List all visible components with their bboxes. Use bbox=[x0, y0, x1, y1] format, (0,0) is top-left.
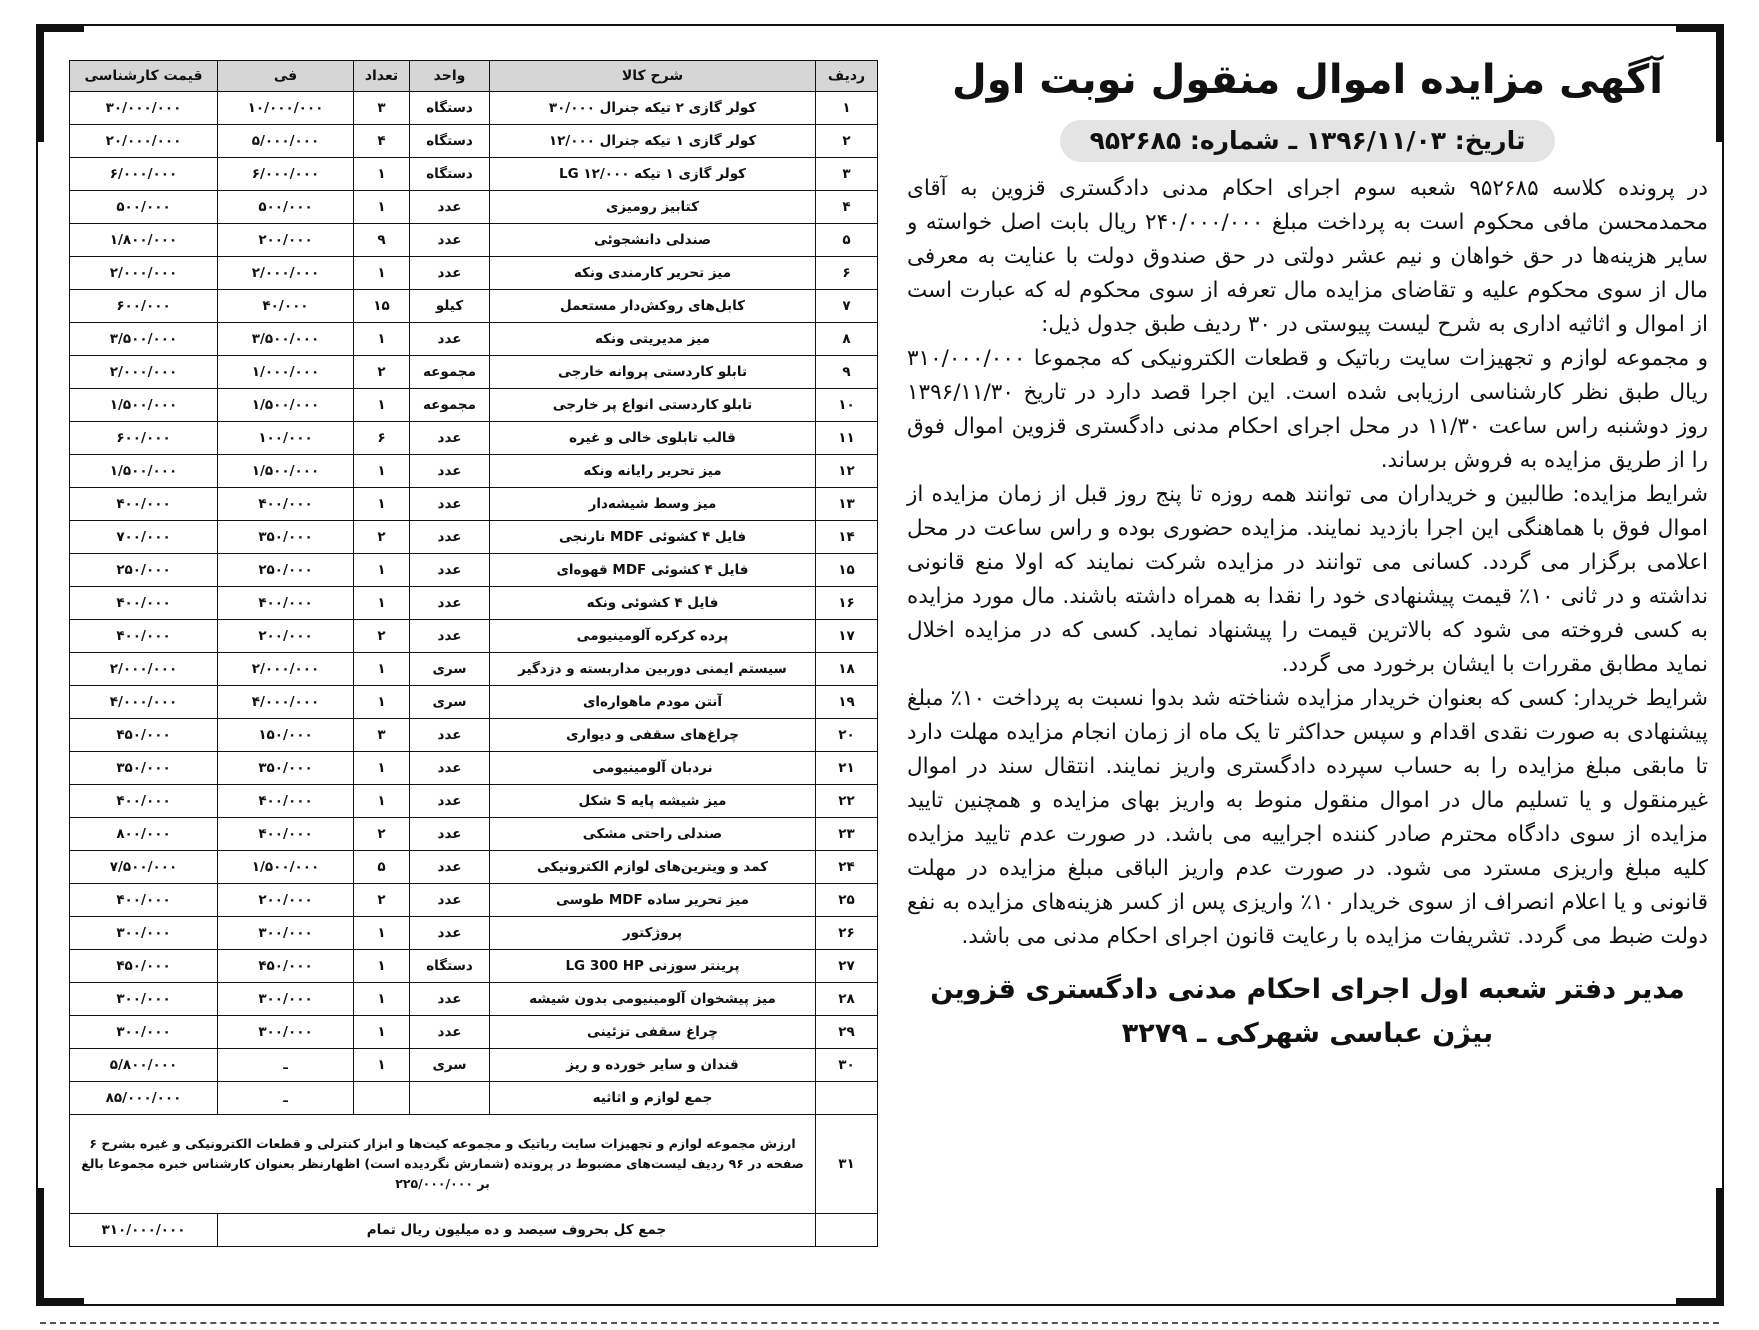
item-description: میز تحریر رایانه ونکه bbox=[490, 455, 816, 488]
body-paragraph: و مجموعه لوازم و تجهیزات سایت رباتیک و قطعات الکترونیکی که مجموعا ۳۱۰/۰۰۰/۰۰۰ ریال طبق نظر کارشناسی ارزیابی شده است. این اجرا قصد دارد در تاریخ ۱۳۹۶/۱۱/۳۰ روز دوشنبه راس ساعت ۱۱/۳۰ در محل اجرای احکام مدنی دادگستری قزوین اموال فوق را از طریق مزایده به فروش برساند. bbox=[907, 346, 1708, 473]
item-unit: سری bbox=[410, 686, 490, 719]
item-appraised-price: ۵۰۰/۰۰۰ bbox=[70, 191, 218, 224]
item-description: کولر گازی ۲ تیکه جنرال ۳۰/۰۰۰ bbox=[490, 92, 816, 125]
item-description: سیستم ایمنی دوربین مداربسته و دزدگیر bbox=[490, 653, 816, 686]
item-unit-price: ۲/۰۰۰/۰۰۰ bbox=[218, 653, 354, 686]
item-unit-price: ۱۰/۰۰۰/۰۰۰ bbox=[218, 92, 354, 125]
item-quantity: ۱ bbox=[354, 257, 410, 290]
item-unit-price: ۴۰۰/۰۰۰ bbox=[218, 587, 354, 620]
item-description: فایل ۴ کشوئی MDF نارنجی bbox=[490, 521, 816, 554]
subtotal-label: جمع لوازم و اثاثیه bbox=[490, 1082, 816, 1115]
item-description: صندلی دانشجوئی bbox=[490, 224, 816, 257]
table-row bbox=[70, 290, 878, 323]
item-unit-price: ۳۵۰/۰۰۰ bbox=[218, 752, 354, 785]
row-31-description: ارزش مجموعه لوازم و تجهیزات سایت رباتیک و مجموعه کیت‌ها و ابزار کنترلی و قطعات الکترونیکی و غیره بشرح ۶ صفحه در ۹۶ ردیف لیست‌های مضبوط در پرونده (شمارش نگردیده است) اظهارنظر بعنوان کارشناس خبره مجموعا بالغ بر ۲۲۵/۰۰۰/۰۰۰ bbox=[70, 1115, 816, 1214]
item-unit: عدد bbox=[410, 785, 490, 818]
table-row bbox=[70, 224, 878, 257]
header-unit-price: فی bbox=[218, 61, 354, 92]
table-row bbox=[70, 950, 878, 983]
table-row bbox=[70, 158, 878, 191]
item-unit: عدد bbox=[410, 455, 490, 488]
item-appraised-price: ۴۰۰/۰۰۰ bbox=[70, 587, 218, 620]
item-appraised-price: ۳۰۰/۰۰۰ bbox=[70, 1016, 218, 1049]
item-description: قالب تابلوی خالی و غیره bbox=[490, 422, 816, 455]
subtotal-fee: ـ bbox=[218, 1082, 354, 1115]
item-unit-price: ۳/۵۰۰/۰۰۰ bbox=[218, 323, 354, 356]
empty-cell bbox=[816, 1082, 878, 1115]
item-appraised-price: ۳۰۰/۰۰۰ bbox=[70, 983, 218, 1016]
item-unit-price: ۲۵۰/۰۰۰ bbox=[218, 554, 354, 587]
item-appraised-price: ۴/۰۰۰/۰۰۰ bbox=[70, 686, 218, 719]
notice-text-column bbox=[905, 44, 1710, 1294]
item-unit: عدد bbox=[410, 1016, 490, 1049]
notice-title: آگهی مزایده اموال منقول نوبت اول bbox=[952, 57, 1663, 103]
item-unit-price: ۱/۵۰۰/۰۰۰ bbox=[218, 851, 354, 884]
row-number: ۱۱ bbox=[816, 422, 878, 455]
item-unit-price: ۶/۰۰۰/۰۰۰ bbox=[218, 158, 354, 191]
item-unit: دستگاه bbox=[410, 158, 490, 191]
item-unit: عدد bbox=[410, 719, 490, 752]
item-quantity: ۲ bbox=[354, 356, 410, 389]
item-description: پرده کرکره آلومینیومی bbox=[490, 620, 816, 653]
table-row bbox=[70, 752, 878, 785]
item-quantity: ۱ bbox=[354, 389, 410, 422]
item-description: کمد و ویترین‌های لوازم الکترونیکی bbox=[490, 851, 816, 884]
row-number: ۱۴ bbox=[816, 521, 878, 554]
table-row bbox=[70, 422, 878, 455]
item-unit: عدد bbox=[410, 917, 490, 950]
item-unit: عدد bbox=[410, 884, 490, 917]
item-description: صندلی راحتی مشکی bbox=[490, 818, 816, 851]
table-row bbox=[70, 521, 878, 554]
row-number: ۱۹ bbox=[816, 686, 878, 719]
table-row bbox=[70, 884, 878, 917]
item-appraised-price: ۲۰/۰۰۰/۰۰۰ bbox=[70, 125, 218, 158]
item-quantity: ۱ bbox=[354, 191, 410, 224]
table-row bbox=[70, 983, 878, 1016]
signature-title: مدیر دفتر شعبه اول اجرای احکام مدنی دادگستری قزوین bbox=[930, 974, 1685, 1005]
item-description: آنتن مودم ماهواره‌ای bbox=[490, 686, 816, 719]
bottom-dashed-divider bbox=[40, 1322, 1719, 1324]
item-description: تابلو کاردستی انواع پر خارجی bbox=[490, 389, 816, 422]
item-appraised-price: ۵/۸۰۰/۰۰۰ bbox=[70, 1049, 218, 1082]
item-unit-price: ۵۰۰/۰۰۰ bbox=[218, 191, 354, 224]
row-number: ۸ bbox=[816, 323, 878, 356]
table-row bbox=[70, 1016, 878, 1049]
item-unit-price: ۲/۰۰۰/۰۰۰ bbox=[218, 257, 354, 290]
table-row bbox=[70, 389, 878, 422]
item-unit: عدد bbox=[410, 224, 490, 257]
item-appraised-price: ۴۵۰/۰۰۰ bbox=[70, 719, 218, 752]
item-unit-price: ۱/۵۰۰/۰۰۰ bbox=[218, 389, 354, 422]
item-unit-price: ـ bbox=[218, 1049, 354, 1082]
header-description: شرح کالا bbox=[490, 61, 816, 92]
item-quantity: ۴ bbox=[354, 125, 410, 158]
table-row bbox=[70, 653, 878, 686]
item-unit-price: ۱۵۰/۰۰۰ bbox=[218, 719, 354, 752]
item-description: کولر گازی ۱ تیکه جنرال ۱۲/۰۰۰ bbox=[490, 125, 816, 158]
item-appraised-price: ۸۰۰/۰۰۰ bbox=[70, 818, 218, 851]
item-unit: دستگاه bbox=[410, 950, 490, 983]
item-appraised-price: ۴۵۰/۰۰۰ bbox=[70, 950, 218, 983]
table-row bbox=[70, 356, 878, 389]
item-appraised-price: ۴۰۰/۰۰۰ bbox=[70, 488, 218, 521]
item-description: میز پیشخوان آلومینیومی بدون شیشه bbox=[490, 983, 816, 1016]
total-row bbox=[70, 1214, 878, 1247]
table-row bbox=[70, 917, 878, 950]
item-appraised-price: ۶۰۰/۰۰۰ bbox=[70, 422, 218, 455]
item-unit-price: ۱۰۰/۰۰۰ bbox=[218, 422, 354, 455]
item-quantity: ۱۵ bbox=[354, 290, 410, 323]
item-description: میز تحریر ساده MDF طوسی bbox=[490, 884, 816, 917]
item-unit-price: ۲۰۰/۰۰۰ bbox=[218, 620, 354, 653]
item-description: چراغ‌های سقفی و دیواری bbox=[490, 719, 816, 752]
row-number: ۲۰ bbox=[816, 719, 878, 752]
item-appraised-price: ۴۰۰/۰۰۰ bbox=[70, 620, 218, 653]
item-unit: عدد bbox=[410, 257, 490, 290]
row-number: ۳۱ bbox=[816, 1115, 878, 1214]
table-row bbox=[70, 191, 878, 224]
header-unit: واحد bbox=[410, 61, 490, 92]
subtotal-value: ۸۵/۰۰۰/۰۰۰ bbox=[70, 1082, 218, 1115]
item-unit: دستگاه bbox=[410, 125, 490, 158]
item-quantity: ۱ bbox=[354, 950, 410, 983]
row-number: ۱۸ bbox=[816, 653, 878, 686]
item-unit-price: ۳۰۰/۰۰۰ bbox=[218, 1016, 354, 1049]
item-appraised-price: ۲/۰۰۰/۰۰۰ bbox=[70, 257, 218, 290]
item-unit-price: ۴/۰۰۰/۰۰۰ bbox=[218, 686, 354, 719]
item-appraised-price: ۲/۰۰۰/۰۰۰ bbox=[70, 653, 218, 686]
row-number: ۲۱ bbox=[816, 752, 878, 785]
row-number: ۲۷ bbox=[816, 950, 878, 983]
item-unit-price: ۳۰۰/۰۰۰ bbox=[218, 917, 354, 950]
item-unit: عدد bbox=[410, 488, 490, 521]
item-unit: عدد bbox=[410, 323, 490, 356]
table-row bbox=[70, 92, 878, 125]
table-header-row bbox=[70, 61, 878, 92]
empty-cell bbox=[410, 1082, 490, 1115]
table-row bbox=[70, 587, 878, 620]
item-unit: عدد bbox=[410, 983, 490, 1016]
item-quantity: ۱ bbox=[354, 983, 410, 1016]
row-number: ۲۳ bbox=[816, 818, 878, 851]
item-unit-price: ۲۰۰/۰۰۰ bbox=[218, 224, 354, 257]
table-row bbox=[70, 554, 878, 587]
subtotal-row bbox=[70, 1082, 878, 1115]
item-quantity: ۹ bbox=[354, 224, 410, 257]
item-appraised-price: ۴۰۰/۰۰۰ bbox=[70, 785, 218, 818]
item-appraised-price: ۳۰/۰۰۰/۰۰۰ bbox=[70, 92, 218, 125]
item-quantity: ۳ bbox=[354, 92, 410, 125]
item-appraised-price: ۱/۸۰۰/۰۰۰ bbox=[70, 224, 218, 257]
row-number: ۲ bbox=[816, 125, 878, 158]
table-row bbox=[70, 785, 878, 818]
total-label: جمع کل بحروف سیصد و ده میلیون ریال تمام bbox=[218, 1214, 816, 1247]
item-appraised-price: ۶/۰۰۰/۰۰۰ bbox=[70, 158, 218, 191]
item-quantity: ۱ bbox=[354, 488, 410, 521]
item-appraised-price: ۳/۵۰۰/۰۰۰ bbox=[70, 323, 218, 356]
item-quantity: ۱ bbox=[354, 323, 410, 356]
item-appraised-price: ۲/۰۰۰/۰۰۰ bbox=[70, 356, 218, 389]
item-unit: عدد bbox=[410, 422, 490, 455]
item-unit: مجموعه bbox=[410, 389, 490, 422]
item-appraised-price: ۳۵۰/۰۰۰ bbox=[70, 752, 218, 785]
header-row-number: ردیف bbox=[816, 61, 878, 92]
item-description: میز وسط شیشه‌دار bbox=[490, 488, 816, 521]
table-row bbox=[70, 818, 878, 851]
item-unit-price: ۲۰۰/۰۰۰ bbox=[218, 884, 354, 917]
header-quantity: تعداد bbox=[354, 61, 410, 92]
row-number: ۷ bbox=[816, 290, 878, 323]
item-description: کابل‌های روکش‌دار مستعمل bbox=[490, 290, 816, 323]
item-quantity: ۱ bbox=[354, 587, 410, 620]
table-row bbox=[70, 455, 878, 488]
item-unit: سری bbox=[410, 653, 490, 686]
item-quantity: ۱ bbox=[354, 554, 410, 587]
item-unit: کیلو bbox=[410, 290, 490, 323]
row-number: ۲۴ bbox=[816, 851, 878, 884]
row-number: ۳۰ bbox=[816, 1049, 878, 1082]
item-description: کولر گازی ۱ تیکه LG ۱۲/۰۰۰ bbox=[490, 158, 816, 191]
item-unit-price: ۵/۰۰۰/۰۰۰ bbox=[218, 125, 354, 158]
item-description: کتابیز رومیزی bbox=[490, 191, 816, 224]
row-number: ۳ bbox=[816, 158, 878, 191]
header-appraised-price: قیمت کارشناسی bbox=[70, 61, 218, 92]
item-quantity: ۲ bbox=[354, 620, 410, 653]
table-row-31 bbox=[70, 1115, 878, 1214]
table-row bbox=[70, 125, 878, 158]
row-number: ۶ bbox=[816, 257, 878, 290]
row-number: ۲۲ bbox=[816, 785, 878, 818]
item-unit: دستگاه bbox=[410, 92, 490, 125]
item-unit: عدد bbox=[410, 191, 490, 224]
row-number: ۱۶ bbox=[816, 587, 878, 620]
row-number: ۲۸ bbox=[816, 983, 878, 1016]
item-quantity: ۱ bbox=[354, 1049, 410, 1082]
item-quantity: ۵ bbox=[354, 851, 410, 884]
row-number: ۲۶ bbox=[816, 917, 878, 950]
item-unit-price: ۳۰۰/۰۰۰ bbox=[218, 983, 354, 1016]
item-unit: عدد bbox=[410, 620, 490, 653]
item-unit: عدد bbox=[410, 554, 490, 587]
table-row bbox=[70, 488, 878, 521]
row-number: ۵ bbox=[816, 224, 878, 257]
row-number: ۱۵ bbox=[816, 554, 878, 587]
item-appraised-price: ۴۰۰/۰۰۰ bbox=[70, 884, 218, 917]
table-row bbox=[70, 257, 878, 290]
item-unit: عدد bbox=[410, 521, 490, 554]
table-row bbox=[70, 686, 878, 719]
table-row bbox=[70, 323, 878, 356]
item-unit: عدد bbox=[410, 752, 490, 785]
item-unit-price: ۴۰۰/۰۰۰ bbox=[218, 785, 354, 818]
item-quantity: ۱ bbox=[354, 752, 410, 785]
item-unit-price: ۱/۵۰۰/۰۰۰ bbox=[218, 455, 354, 488]
empty-cell bbox=[354, 1082, 410, 1115]
signature-block bbox=[905, 968, 1710, 1056]
item-appraised-price: ۳۰۰/۰۰۰ bbox=[70, 917, 218, 950]
item-unit-price: ۳۵۰/۰۰۰ bbox=[218, 521, 354, 554]
row-number: ۱۳ bbox=[816, 488, 878, 521]
item-description: نردبان آلومینیومی bbox=[490, 752, 816, 785]
date-number-badge: تاریخ: ۱۳۹۶/۱۱/۰۳ ـ شماره: ۹۵۲۶۸۵ bbox=[1060, 120, 1556, 162]
item-unit-price: ۴۰۰/۰۰۰ bbox=[218, 488, 354, 521]
empty-cell bbox=[816, 1214, 878, 1247]
row-number: ۱۲ bbox=[816, 455, 878, 488]
row-number: ۱ bbox=[816, 92, 878, 125]
item-quantity: ۲ bbox=[354, 884, 410, 917]
row-number: ۱۰ bbox=[816, 389, 878, 422]
item-unit-price: ۱/۰۰۰/۰۰۰ bbox=[218, 356, 354, 389]
item-quantity: ۳ bbox=[354, 719, 410, 752]
body-paragraph: در پرونده کلاسه ۹۵۲۶۸۵ شعبه سوم اجرای احکام مدنی دادگستری قزوین به آقای محمدمحسن مافی محکوم است به پرداخت مبلغ ۲۴۰/۰۰۰/۰۰۰ ریال بابت اصل خواسته و سایر هزینه‌ها در حق خواهان و نیم عشر دولتی در حق صندوق دولت با عنایت به معرفی مال از سوی محکوم علیه و تقاضای مزایده مال تعرفه از سوی محکوم له که عبارت است از اموال و اثاثیه اداری به شرح لیست پیوستی در ۳۰ ردیف طبق جدول ذیل: bbox=[907, 176, 1708, 337]
notice-body bbox=[905, 172, 1710, 954]
item-description: میز مدیریتی ونکه bbox=[490, 323, 816, 356]
item-appraised-price: ۷۰۰/۰۰۰ bbox=[70, 521, 218, 554]
item-quantity: ۱ bbox=[354, 158, 410, 191]
item-unit-price: ۴۰/۰۰۰ bbox=[218, 290, 354, 323]
item-description: قندان و سایر خورده و ریز bbox=[490, 1049, 816, 1082]
item-unit: مجموعه bbox=[410, 356, 490, 389]
auction-conditions-paragraph: شرایط مزایده: طالبین و خریداران می توانند همه روزه تا پنج روز قبل از زمان مزایده از اموال فوق با هماهنگی این اجرا بازدید نمایند. مزایده حضوری بوده و راس ساعت در محل اعلامی برگزار می گردد. کسانی می توانند در مزایده شرکت نمایند که اولا منع قانونی نداشته و در ثانی ۱۰٪ قیمت پیشنهادی خود را نقدا به همراه داشته باشند. مال مورد مزایده به کسی فروخته می شود که بالاترین قیمت را پیشنهاد نماید. کسی که در مزایده اخلال نماید مطابق مقررات با ایشان برخورد می گردد. bbox=[907, 482, 1708, 677]
row-number: ۲۵ bbox=[816, 884, 878, 917]
items-table-wrapper bbox=[70, 60, 878, 1247]
table-row bbox=[70, 719, 878, 752]
item-description: تابلو کاردستی پروانه خارجی bbox=[490, 356, 816, 389]
item-description: میز شیشه پایه S شکل bbox=[490, 785, 816, 818]
item-appraised-price: ۲۵۰/۰۰۰ bbox=[70, 554, 218, 587]
row-number: ۱۷ bbox=[816, 620, 878, 653]
item-unit: عدد bbox=[410, 818, 490, 851]
item-quantity: ۶ bbox=[354, 422, 410, 455]
table-row bbox=[70, 1049, 878, 1082]
item-quantity: ۱ bbox=[354, 455, 410, 488]
item-unit-price: ۴۵۰/۰۰۰ bbox=[218, 950, 354, 983]
item-description: چراغ سقفی تزئینی bbox=[490, 1016, 816, 1049]
item-appraised-price: ۶۰۰/۰۰۰ bbox=[70, 290, 218, 323]
items-table bbox=[69, 60, 878, 1247]
item-quantity: ۲ bbox=[354, 818, 410, 851]
table-row bbox=[70, 620, 878, 653]
row-number: ۴ bbox=[816, 191, 878, 224]
buyer-conditions-paragraph: شرایط خریدار: کسی که بعنوان خریدار مزایده شناخته شد بدوا نسبت به پرداخت ۱۰٪ مبلغ پیشنهادی به صورت نقدی اقدام و سپس حداکثر تا یک ماه از زمان انجام مزایده مهلت دارد تا مابقی مبلغ مزایده را به حساب سپرده دادگستری واریز نمایند. انتقال سند در اموال غیرمنقول و یا تسلیم مال در اموال منقول منوط به واریز بهای مزایده و همچنین تایید مزایده از سوی دادگاه محترم صادر کننده اجراییه می باشد. در صورت عدم تایید مزایده کلیه مبلغ واریزی مسترد می شود. در صورت عدم واریز الباقی مبلغ مزایده در مهلت قانونی و یا اعلام انصراف از سوی خریدار ۱۰٪ واریزی پس از کسر هزینه‌های مزایده به نفع دولت ضبط می گردد. تشریفات مزایده با رعایت قانون اجرای احکام مدنی می باشد. bbox=[907, 686, 1708, 949]
item-description: فایل ۴ کشوئی ونکه bbox=[490, 587, 816, 620]
item-description: پروژکتور bbox=[490, 917, 816, 950]
item-description: پرینتر سوزنی LG 300 HP bbox=[490, 950, 816, 983]
item-quantity: ۲ bbox=[354, 521, 410, 554]
item-appraised-price: ۷/۵۰۰/۰۰۰ bbox=[70, 851, 218, 884]
item-unit: سری bbox=[410, 1049, 490, 1082]
item-description: فایل ۴ کشوئی MDF قهوه‌ای bbox=[490, 554, 816, 587]
item-unit: عدد bbox=[410, 587, 490, 620]
row-number: ۲۹ bbox=[816, 1016, 878, 1049]
row-number: ۹ bbox=[816, 356, 878, 389]
item-appraised-price: ۱/۵۰۰/۰۰۰ bbox=[70, 455, 218, 488]
signature-name: بیژن عباسی شهرکی ـ ۳۲۷۹ bbox=[1121, 1018, 1494, 1049]
item-quantity: ۱ bbox=[354, 653, 410, 686]
item-unit-price: ۴۰۰/۰۰۰ bbox=[218, 818, 354, 851]
item-appraised-price: ۱/۵۰۰/۰۰۰ bbox=[70, 389, 218, 422]
item-unit: عدد bbox=[410, 851, 490, 884]
item-quantity: ۱ bbox=[354, 1016, 410, 1049]
item-description: میز تحریر کارمندی ونکه bbox=[490, 257, 816, 290]
item-quantity: ۱ bbox=[354, 686, 410, 719]
item-quantity: ۱ bbox=[354, 917, 410, 950]
total-value: ۳۱۰/۰۰۰/۰۰۰ bbox=[70, 1214, 218, 1247]
item-quantity: ۱ bbox=[354, 785, 410, 818]
table-row bbox=[70, 851, 878, 884]
